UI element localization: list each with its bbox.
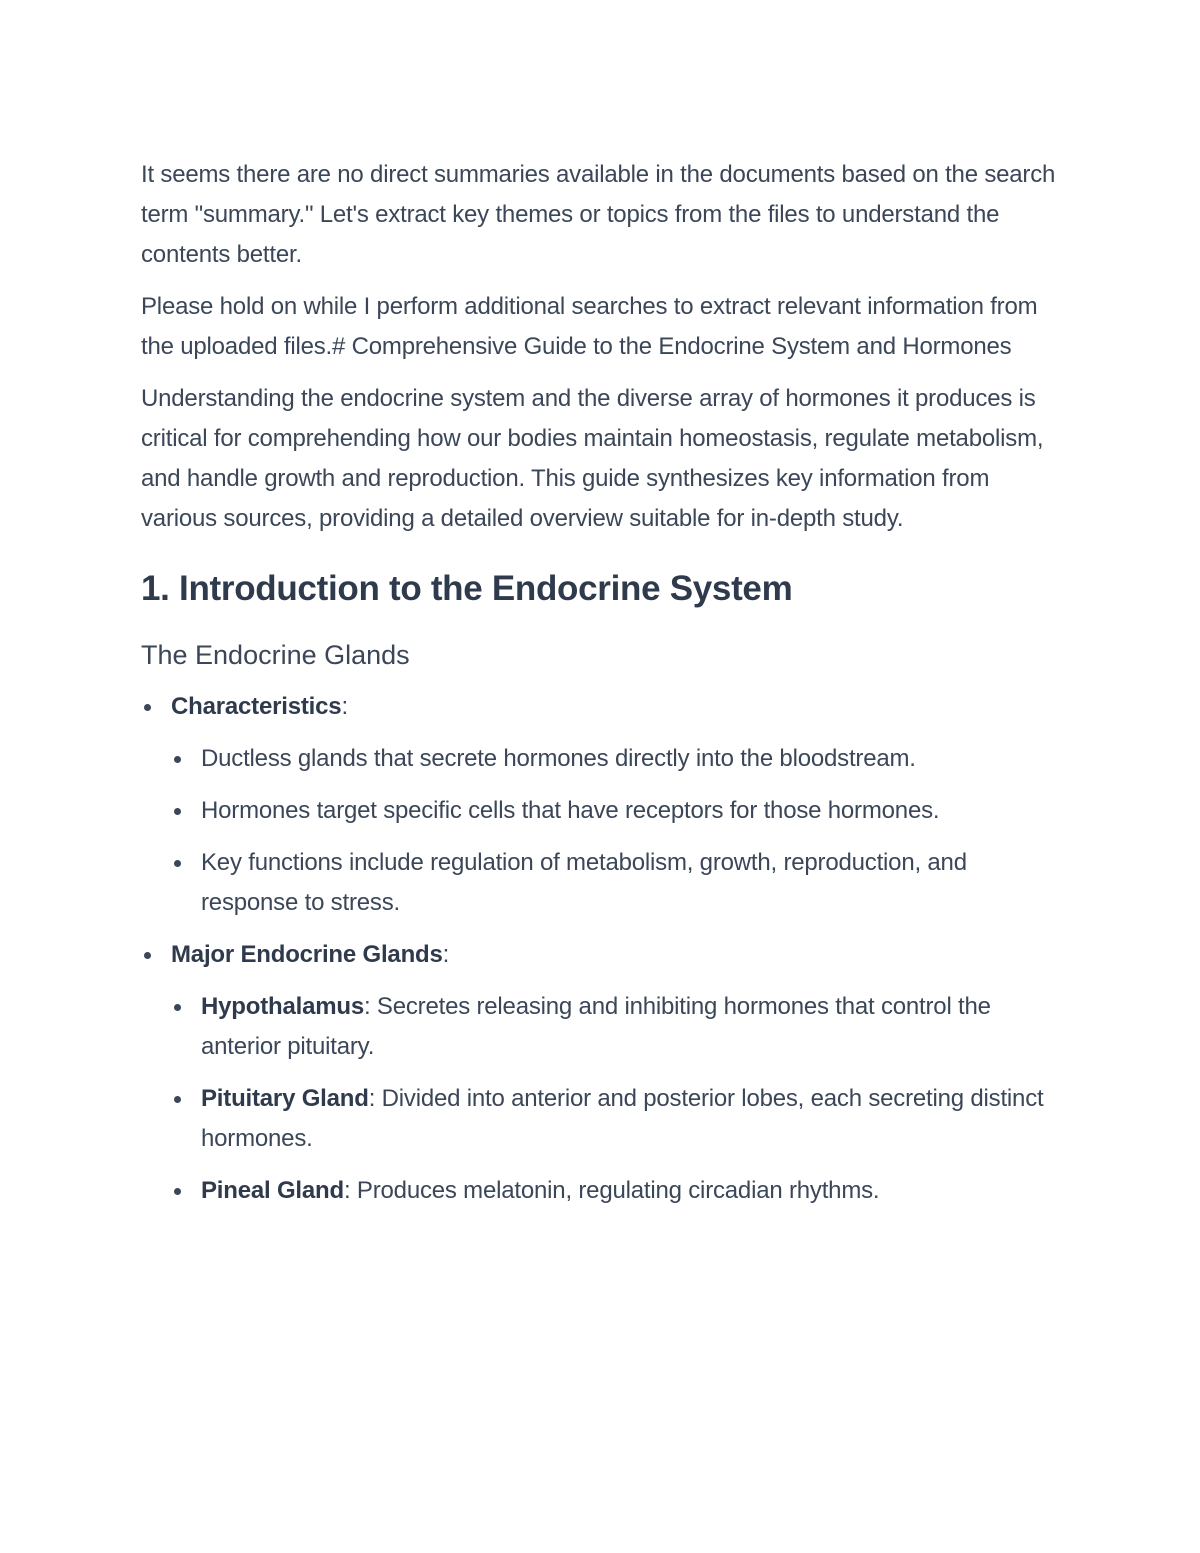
gland-name: Pineal Gland bbox=[201, 1177, 344, 1204]
intro-paragraph-3: Understanding the endocrine system and the diverse array of hormones it produces is critical for comprehending how our bodies maintain homeostasis, regulate metabolism, and handle growth and reproduction. This guide synthesizes key information from various sources, providing a detailed overview suitable for in-depth study. bbox=[141, 385, 1044, 532]
bullet-icon bbox=[174, 860, 181, 867]
bullet-icon bbox=[174, 1188, 181, 1195]
label-colon: : bbox=[442, 941, 450, 968]
bullet-icon bbox=[174, 808, 181, 815]
bullet-icon bbox=[144, 952, 151, 959]
bullet-icon bbox=[174, 1096, 181, 1103]
characteristics-label: Characteristics bbox=[171, 693, 342, 720]
bullet-icon bbox=[144, 704, 151, 711]
list-item bbox=[171, 791, 1060, 831]
gland-separator: : bbox=[368, 1085, 376, 1112]
list-item-characteristics bbox=[141, 687, 1060, 923]
major-glands-sublist bbox=[171, 987, 1060, 1211]
gland-description: Secretes releasing and inhibiting hormones that control the anterior pituitary. bbox=[201, 993, 991, 1060]
list-item-hypothalamus bbox=[171, 987, 1060, 1067]
major-glands-label: Major Endocrine Glands bbox=[171, 941, 443, 968]
list-item-text: Key functions include regulation of metabolism, growth, reproduction, and response to stress. bbox=[201, 849, 967, 916]
list-item bbox=[171, 843, 1060, 923]
gland-name: Hypothalamus bbox=[201, 993, 364, 1020]
intro-paragraph-1: It seems there are no direct summaries available in the documents based on the search term "summary." Let's extract key themes or topics from the files to understand the contents better. bbox=[141, 161, 1056, 268]
gland-description: Produces melatonin, regulating circadian rhythms. bbox=[350, 1177, 880, 1204]
list-item-text: Hormones target specific cells that have receptors for those hormones. bbox=[201, 797, 940, 824]
gland-description: Divided into anterior and posterior lobes, each secreting distinct hormones. bbox=[201, 1085, 1044, 1152]
gland-separator: : bbox=[343, 1177, 351, 1204]
gland-separator: : bbox=[363, 993, 371, 1020]
label-colon: : bbox=[341, 693, 348, 720]
list-item bbox=[171, 739, 1060, 779]
subsection-heading: The Endocrine Glands bbox=[141, 640, 410, 670]
list-item-major-glands bbox=[141, 935, 1060, 1211]
bullet-icon bbox=[174, 756, 181, 763]
gland-name: Pituitary Gland bbox=[201, 1085, 369, 1112]
list-item-pituitary bbox=[171, 1079, 1060, 1159]
list-item-pineal bbox=[171, 1171, 1060, 1211]
intro-paragraph-2: Please hold on while I perform additional searches to extract relevant information from the uploaded files.# Comprehensive Guide to the Endocrine System and Hormones bbox=[141, 293, 1038, 360]
glands-list bbox=[141, 687, 1060, 1211]
bullet-icon bbox=[174, 1004, 181, 1011]
list-item-text: Ductless glands that secrete hormones directly into the bloodstream. bbox=[201, 745, 916, 772]
section-heading: 1. Introduction to the Endocrine System bbox=[141, 569, 793, 608]
characteristics-sublist bbox=[171, 739, 1060, 923]
